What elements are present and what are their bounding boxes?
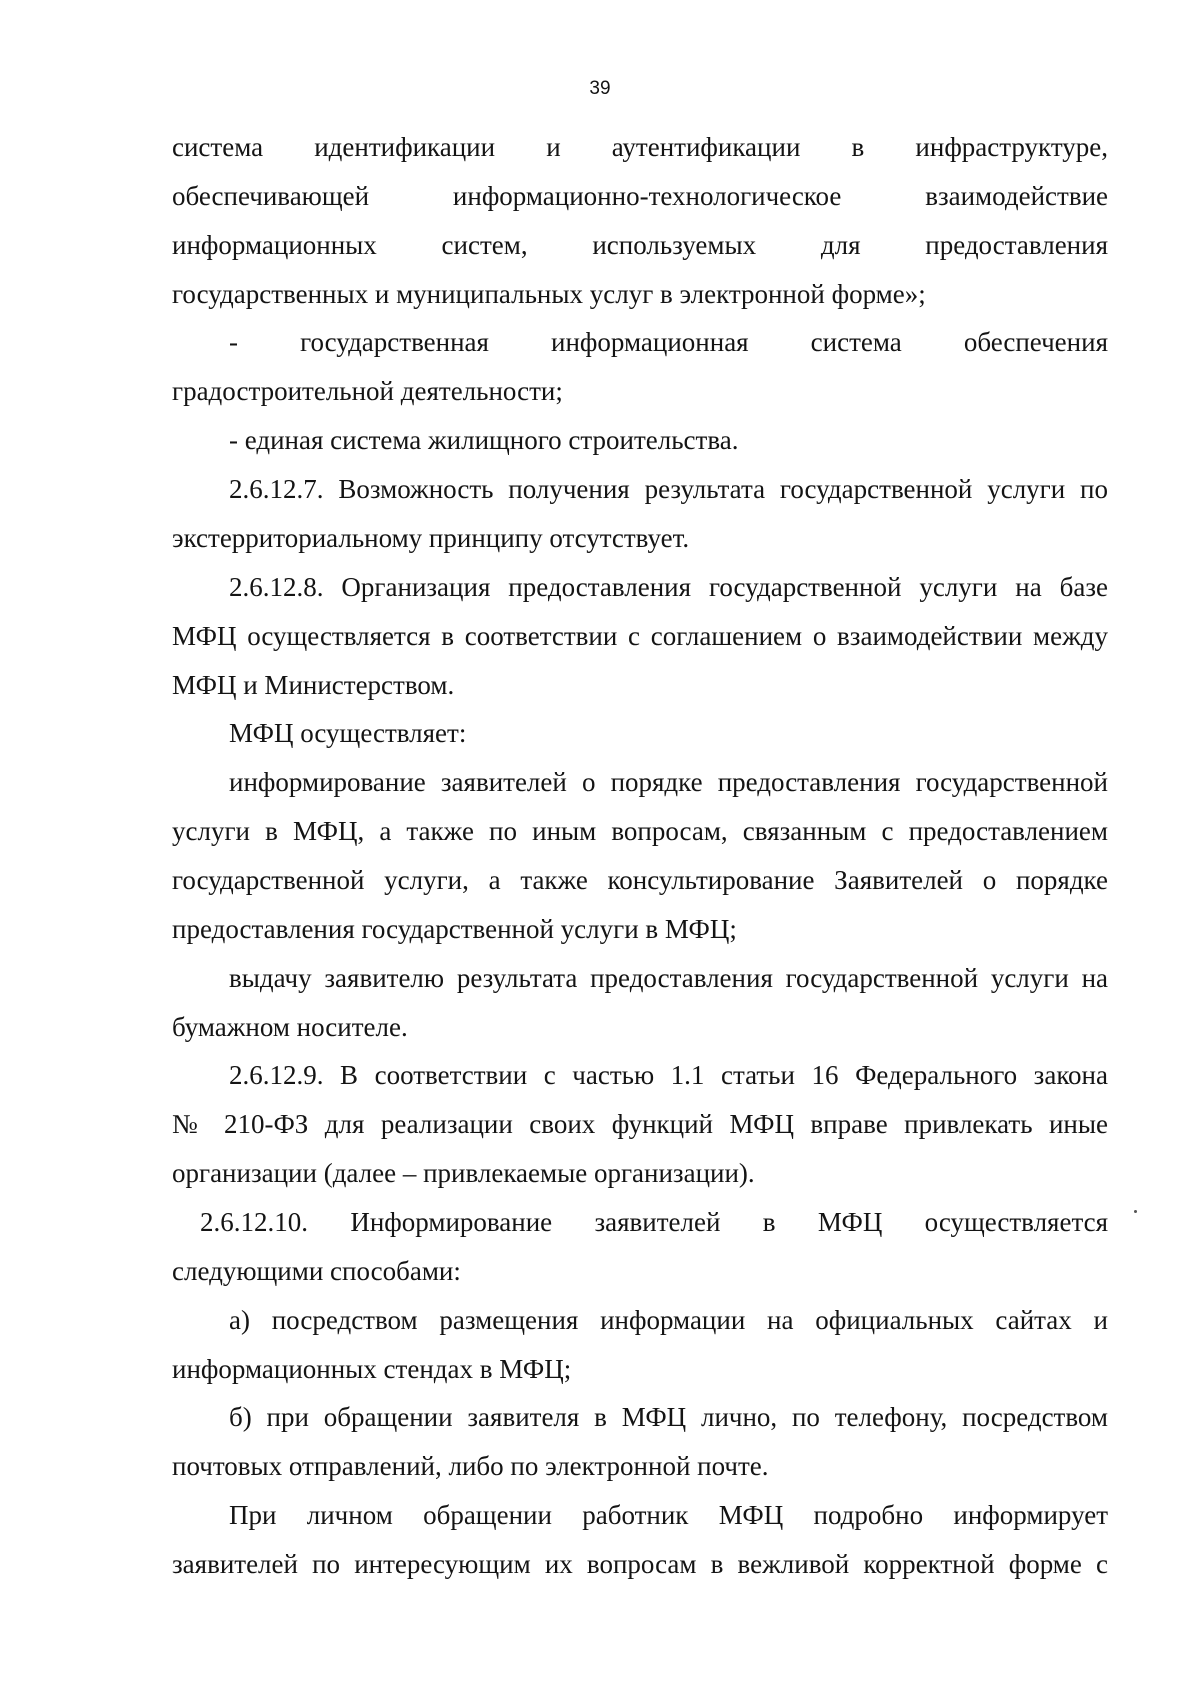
text-line: бумажном носителе. xyxy=(172,1012,408,1042)
text-line: государственной услуги, а также консультирование Заявителей о порядке xyxy=(172,865,1108,895)
page-number: 39 xyxy=(589,78,611,99)
text-line: информационных систем, используемых для предоставления xyxy=(172,230,1108,260)
text-line: 2.6.12.8. Организация предоставления государственной услуги на базе xyxy=(229,572,1108,602)
text-line: экстерриториальному принципу отсутствует. xyxy=(172,523,690,553)
text-line: № 210-ФЗ для реализации своих функций МФЦ вправе привлекать иные xyxy=(172,1109,1108,1139)
scan-speck xyxy=(1134,1210,1137,1213)
text-line: 2.6.12.10. Информирование заявителей в МФЦ осуществляется xyxy=(200,1207,1108,1237)
text-line: предоставления государственной услуги в МФЦ; xyxy=(172,914,737,944)
text-line: организации (далее – привлекаемые организации). xyxy=(172,1158,755,1188)
text-line: заявителей по интересующим их вопросам в вежливой корректной форме с xyxy=(172,1549,1108,1579)
text-line: информационных стендах в МФЦ; xyxy=(172,1354,572,1384)
text-line: государственных и муниципальных услуг в электронной форме»; xyxy=(172,279,926,309)
text-line: - единая система жилищного строительства. xyxy=(229,425,739,455)
text-line: а) посредством размещения информации на официальных сайтах и xyxy=(229,1305,1108,1335)
text-line: 2.6.12.7. Возможность получения результата государственной услуги по xyxy=(229,474,1108,504)
text-line: следующими способами: xyxy=(172,1256,461,1286)
text-line: При личном обращении работник МФЦ подробно информирует xyxy=(229,1500,1108,1530)
text-line: МФЦ осуществляет: xyxy=(229,718,467,748)
text-line: б) при обращении заявителя в МФЦ лично, по телефону, посредством xyxy=(229,1402,1108,1432)
text-line: МФЦ и Министерством. xyxy=(172,670,455,700)
text-line: 2.6.12.9. В соответствии с частью 1.1 статьи 16 Федерального закона xyxy=(229,1060,1108,1090)
text-line: выдачу заявителю результата предоставления государственной услуги на xyxy=(229,963,1108,993)
text-line: система идентификации и аутентификации в инфраструктуре, xyxy=(172,132,1108,162)
text-line: услуги в МФЦ, а также по иным вопросам, связанным с предоставлением xyxy=(172,816,1108,846)
text-line: МФЦ осуществляется в соответствии с соглашением о взаимодействии между xyxy=(172,621,1108,651)
text-line: обеспечивающей информационно-технологическое взаимодействие xyxy=(172,181,1108,211)
text-line: информирование заявителей о порядке предоставления государственной xyxy=(229,767,1108,797)
text-line: градостроительной деятельности; xyxy=(172,376,563,406)
text-line: почтовых отправлений, либо по электронной почте. xyxy=(172,1451,769,1481)
text-line: - государственная информационная система обеспечения xyxy=(229,327,1108,357)
